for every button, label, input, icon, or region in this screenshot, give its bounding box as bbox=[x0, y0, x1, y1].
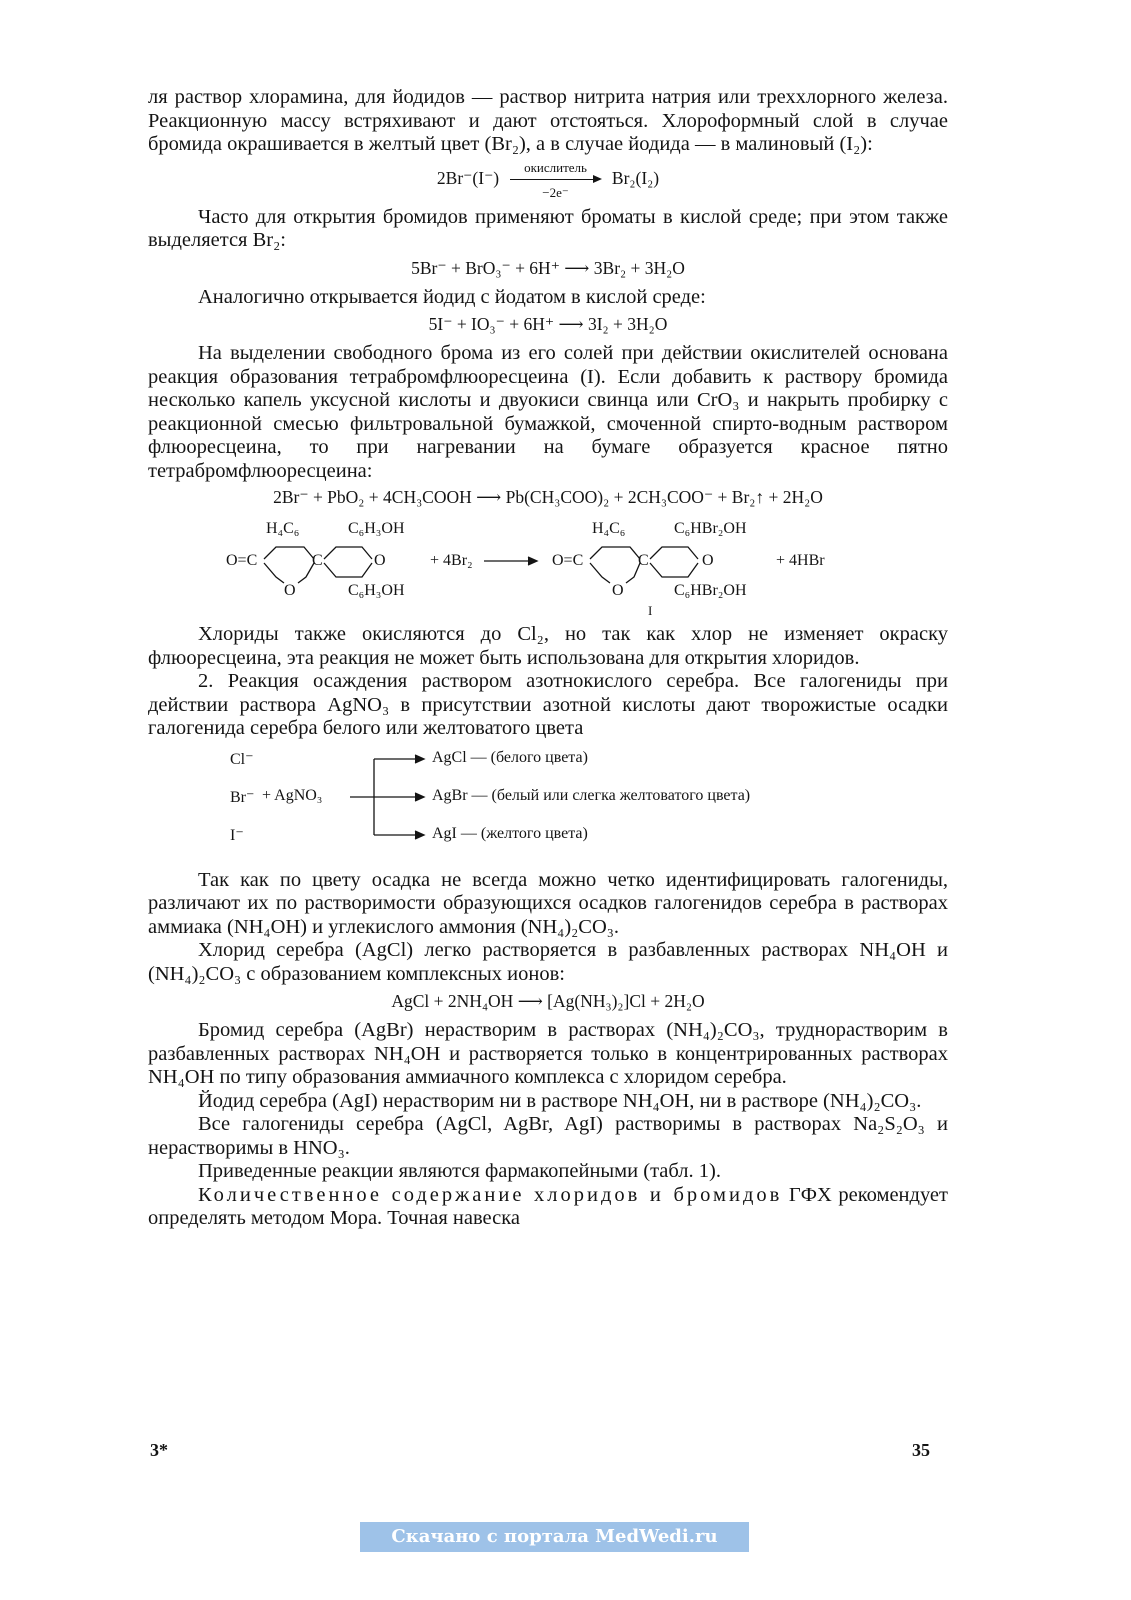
left-h4c6: H₄C₆ bbox=[266, 520, 300, 537]
paragraph-11: Все галогениды серебра (AgCl, AgBr, AgI) растворимы в растворах Na₂S₂O₃ и нерастворимы в HNO₃. bbox=[148, 1113, 948, 1159]
right-c6hbr2oh-bottom: C₆HBr₂OH bbox=[674, 582, 747, 599]
paragraph-9: Бромид серебра (AgBr) нерастворим в растворах (NH₄)₂CO₃, труднорастворим в разбавленных растворах NH₄OH и растворяется только в концентрированных растворах NH₄OH по типу образования аммиачного комплекса с хлоридом серебра. bbox=[148, 1019, 948, 1088]
right-o-bottom: O bbox=[612, 582, 624, 599]
equation-oxidation bbox=[148, 160, 948, 200]
paragraph-2: Часто для открытия бромидов применяют броматы в кислой среде; при этом также выделяется Br₂: bbox=[148, 205, 948, 251]
ag-bromide-ion: Br⁻ bbox=[230, 788, 255, 806]
paragraph-7: Так как по цвету осадка не всегда можно четко идентифицировать галогениды, различают их по растворимости образующихся осадков галогенидов серебра в растворах аммиака (NH₄OH) и углекислого аммония (NH₄)₂CO₃. bbox=[148, 868, 948, 938]
spaced-heading: Количественное содержание хлоридов и бромидов bbox=[198, 1183, 783, 1206]
signature-mark: 3* bbox=[150, 1440, 168, 1460]
equation-lead-dioxide: 2Br⁻ + PbO₂ + 4CH₃COOH ⟶ Pb(CH₃COO)₂ + 2CH₃COO⁻ + Br₂↑ + 2H₂O bbox=[273, 487, 823, 507]
left-c6h3oh-top: C₆H₃OH bbox=[348, 520, 405, 537]
eq1-arrow-bottom: −2e⁻ bbox=[542, 184, 569, 200]
ag-iodide-ion: I⁻ bbox=[230, 826, 244, 844]
equation-bromate: 5Br⁻ + BrO₃⁻ + 6H⁺ ⟶ 3Br₂ + 3H₂O bbox=[411, 257, 685, 278]
left-o-bottom: O bbox=[284, 582, 296, 599]
paragraph-13 bbox=[148, 1184, 948, 1231]
right-c6hbr2oh-top: C₆HBr₂OH bbox=[674, 520, 747, 537]
ag-chloride-ion: Cl⁻ bbox=[230, 750, 254, 768]
right-o-ring: O bbox=[702, 552, 714, 569]
paragraph-1: ля раствор хлорамина, для йодидов — раствор нитрита натрия или трехxлорного железа. Реакционную массу встряхивают и дают отстояться. Хлороформный слой в случае бромида окрашивается в желтый цвет (Br₂), а в случае йодида — в малиновый (I₂): bbox=[148, 86, 948, 155]
paragraph-5: Хлориды также окисляются до Cl₂, но так как хлор не изменяет окраску флюоресцеина, эта реакция не может быть использована для открытия хлоридов. bbox=[148, 623, 948, 669]
right-oc: O=C bbox=[552, 552, 584, 569]
paragraph-10: Йодид серебра (AgI) нерастворим ни в растворе NH₄OH, ни в растворе (NH₄)₂CO₃. bbox=[198, 1089, 922, 1112]
silver-halide-scheme bbox=[148, 747, 948, 859]
ag-agbr: AgBr — (белый или слегка желтоватого цвета) bbox=[432, 786, 751, 804]
equation-ammonia-complex: AgCl + 2NH₄OH ⟶ [Ag(NH₃)₂]Cl + 2H₂O bbox=[391, 991, 705, 1011]
eq1-right: Br₂(I₂) bbox=[611, 167, 660, 188]
eq1-left: 2Br⁻(I⁻) bbox=[436, 167, 500, 188]
compound-label-i: I bbox=[648, 603, 653, 617]
left-c6h3oh-bottom: C₆H₃OH bbox=[348, 582, 405, 599]
paragraph-4: На выделении свободного брома из его солей при действии окислителей основана реакция образования тетрабромфлюоресцеина (I). Если добавить к раствору бромида несколько капель уксусной кислоты и двуокиси свинца или CrO₃ и накрыть пробирку с реакционной смесью фильтровальной бумажкой, смоченной спирто-водным раствором флюоресцеина, то при нагревании на бумаге образуется красное пятно тетрабромфлюоресцеина: bbox=[148, 342, 948, 482]
equation-iodate: 5I⁻ + IO₃⁻ + 6H⁺ ⟶ 3I₂ + 3H₂O bbox=[428, 314, 668, 334]
download-banner[interactable]: Скачано с портала MedWedi.ru bbox=[360, 1522, 749, 1552]
ag-bracket bbox=[338, 747, 438, 859]
ag-agcl: AgCl — (белого цвета) bbox=[432, 748, 588, 766]
paragraph-3: Аналогично открывается йодид с йодатом в кислой среде: bbox=[198, 285, 706, 308]
paragraph-13-rest: ГФХ рекомендует определять методом Мора. Точная навеска bbox=[148, 1183, 948, 1229]
ag-reagent: + AgNO₃ bbox=[262, 786, 323, 804]
paragraph-8: Хлорид серебра (AgCl) легко растворяется в разбавленных растворах NH₄OH и (NH₄)₂CO₃ с образованием комплексных ионов: bbox=[148, 939, 948, 985]
paragraph-12: Приведенные реакции являются фармакопейными (табл. 1). bbox=[198, 1160, 721, 1182]
fluorescein-scheme bbox=[148, 511, 948, 617]
right-c-center: C bbox=[638, 552, 649, 569]
byproduct-hbr: + 4HBr bbox=[776, 552, 825, 569]
page-body bbox=[148, 86, 948, 1231]
paragraph-6: 2. Реакция осаждения раствором азотнокислого серебра. Все галогениды при действии раствора AgNO₃ в присутствии азотной кислоты дают творожистые осадки галогенида серебра белого или желтоватого цвета bbox=[148, 670, 948, 739]
right-h4c6: H₄C₆ bbox=[592, 520, 626, 537]
left-c-center: C bbox=[312, 552, 323, 569]
ag-agi: AgI — (желтого цвета) bbox=[432, 824, 588, 842]
page-number: 35 bbox=[912, 1440, 930, 1460]
left-o-ring: O bbox=[374, 552, 386, 569]
eq1-arrow-top: окислитель bbox=[524, 159, 587, 175]
fluorescein-scheme-svg bbox=[148, 511, 948, 617]
reagent-br2: + 4Br₂ bbox=[430, 552, 473, 569]
reaction-arrow bbox=[510, 160, 602, 200]
left-oc: O=C bbox=[226, 552, 258, 569]
